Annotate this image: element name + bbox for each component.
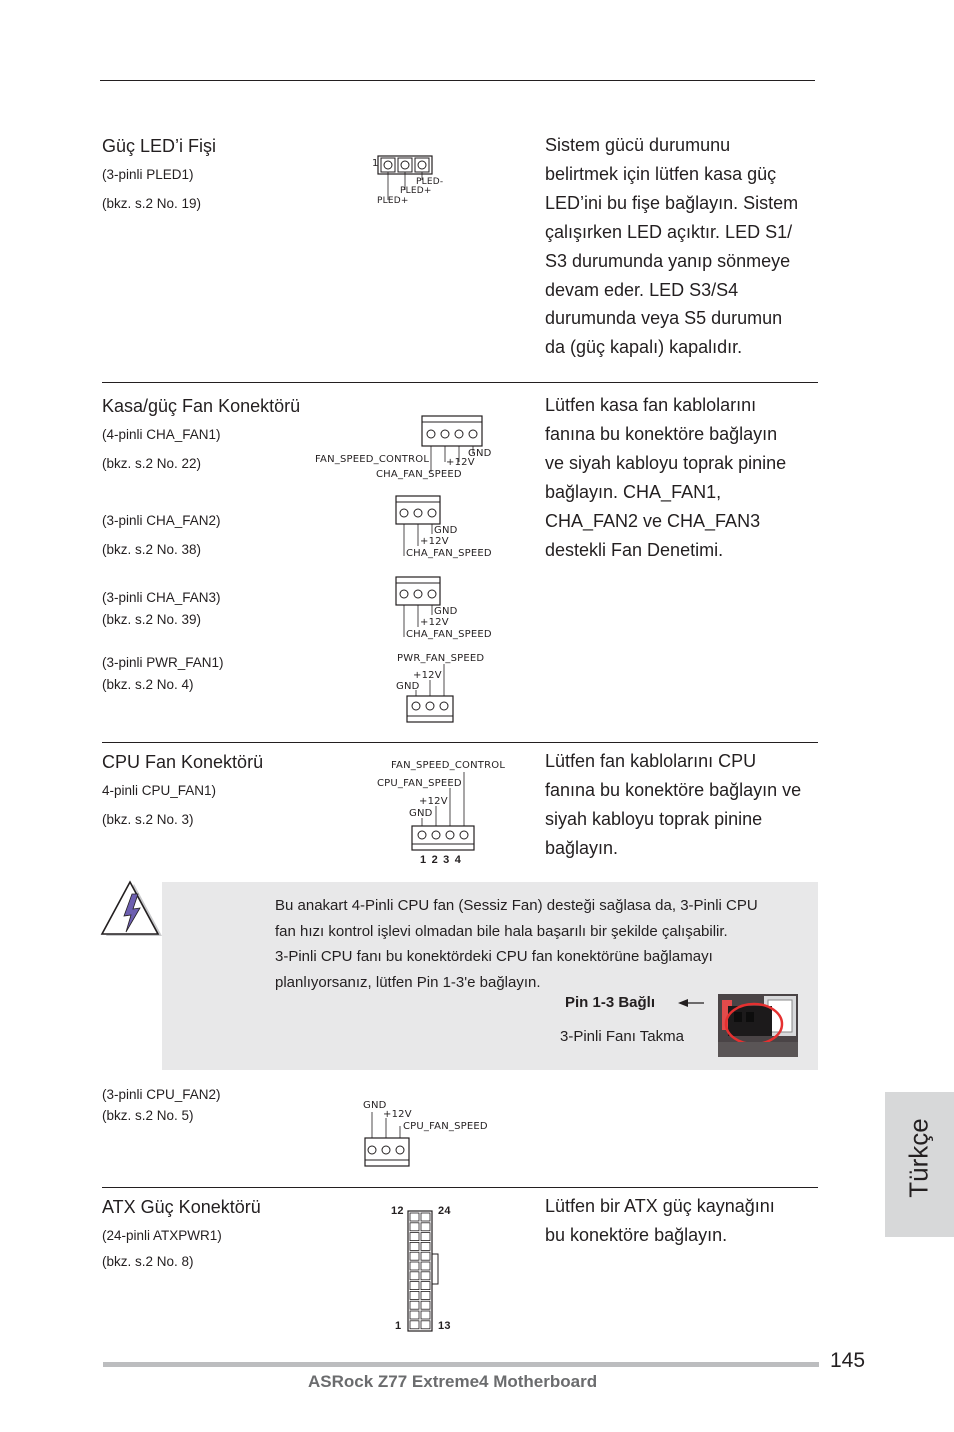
cpu-fan1-connector-diagram xyxy=(406,770,480,856)
language-side-label: Türkçe xyxy=(903,1118,934,1198)
install-3pin-fan-label: 3-Pinli Fanı Takma xyxy=(560,1028,684,1045)
atx-pin xyxy=(421,1262,430,1270)
atx-pin xyxy=(410,1321,419,1329)
cha-fan2-speed-label: CHA_FAN_SPEED xyxy=(406,548,492,559)
atx-pin-12-label: 12 xyxy=(391,1205,404,1217)
cpu-fan1-pin-numbers: 1 2 3 4 xyxy=(420,854,462,866)
cpu-fan2-connector-diagram xyxy=(362,1108,412,1170)
cpu-fan-description: Lütfen fan kablolarını CPU fanına bu konektöre bağlayın ve siyah kabloyu toprak pinine bağlayın. xyxy=(545,751,802,858)
atx-power-title: ATX Güç Konektörü xyxy=(102,1197,261,1217)
atx-pin xyxy=(410,1272,419,1280)
footer-bar xyxy=(103,1362,819,1367)
pled-plus-label-1: PLED+ xyxy=(400,186,432,196)
atx-power-page-ref: (bkz. s.2 No. 8) xyxy=(102,1254,194,1269)
pled-minus-label: PLED- xyxy=(416,177,444,187)
chassis-fan-description: Lütfen kasa fan kablolarını fanına bu konektöre bağlayın ve siyah kabloyu toprak pinine bağlayın. CHA_FAN1, CHA_FAN2 ve CHA_FAN3 destekli Fan Denetimi. xyxy=(545,395,787,560)
atx-pin-13-label: 13 xyxy=(438,1320,451,1332)
cpu-fan2-pin-count: (3-pinli CPU_FAN2) xyxy=(102,1087,221,1102)
pin-1-3-label: Pin 1-3 Bağlı xyxy=(565,994,656,1011)
atx-pin xyxy=(410,1311,419,1319)
cpu-fan1-pin-count: 4-pinli CPU_FAN1) xyxy=(102,783,217,798)
cha-fan2-12v-label: +12V xyxy=(420,536,449,547)
atx-pin xyxy=(410,1252,419,1260)
cpu-fan2-12v-label: +12V xyxy=(383,1109,412,1120)
power-led-title: Güç LED’i Fişi xyxy=(102,136,217,156)
atx-pin xyxy=(421,1242,430,1250)
cpu-fan2-speed-label: CPU_FAN_SPEED xyxy=(403,1121,488,1132)
cha-fan3-speed-label: CHA_FAN_SPEED xyxy=(406,629,492,640)
cha-fan3-pin-count: (3-pinli CHA_FAN3) xyxy=(102,590,221,605)
top-rule xyxy=(100,80,815,81)
cha-fan1-12v-label: +12V xyxy=(446,457,475,468)
cpu-fan1-12v-label: +12V xyxy=(419,796,448,807)
atx-pin xyxy=(421,1233,430,1241)
pwr-fan1-page-ref: (bkz. s.2 No. 4) xyxy=(102,677,194,692)
atx-pin xyxy=(421,1213,430,1221)
atx-pin xyxy=(421,1301,430,1309)
cha-fan3-page-ref: (bkz. s.2 No. 39) xyxy=(102,612,202,627)
cha-fan3-gnd-label: GND xyxy=(434,606,458,617)
cpu-fan-title: CPU Fan Konektörü xyxy=(102,752,264,772)
pled-pin1-label: 1 xyxy=(372,158,379,169)
pwr-fan1-speed-label: PWR_FAN_SPEED xyxy=(397,653,485,664)
cpu-fan1-page-ref: (bkz. s.2 No. 3) xyxy=(102,812,194,827)
section-divider xyxy=(102,742,818,743)
pwr-fan1-12v-label: +12V xyxy=(413,670,442,681)
atx-pin xyxy=(421,1311,430,1319)
atx-pin-24-label: 24 xyxy=(438,1205,451,1217)
page-number: 145 xyxy=(830,1349,866,1372)
atx-pin xyxy=(421,1291,430,1299)
atx-pin xyxy=(421,1282,430,1290)
cha-fan2-pin-count: (3-pinli CHA_FAN2) xyxy=(102,513,221,528)
cpu-fan1-control-label: FAN_SPEED_CONTROL xyxy=(391,760,506,771)
atx-pin xyxy=(421,1252,430,1260)
cpu-fan2-gnd-label: GND xyxy=(363,1100,387,1111)
atx-pin xyxy=(410,1242,419,1250)
atx-pin xyxy=(421,1272,430,1280)
power-led-pin-count: (3-pinli PLED1) xyxy=(102,167,194,182)
cpu-fan2-page-ref: (bkz. s.2 No. 5) xyxy=(102,1108,194,1123)
pled-plus-label-2: PLED+ xyxy=(377,196,409,206)
power-led-page-ref: (bkz. s.2 No. 19) xyxy=(102,196,202,211)
fan-connector-photo xyxy=(718,994,798,1057)
cha-fan3-12v-label: +12V xyxy=(420,617,449,628)
pwr-fan1-gnd-label: GND xyxy=(396,681,420,692)
atx-pin-1-label: 1 xyxy=(395,1320,402,1332)
cha-fan2-gnd-label: GND xyxy=(434,525,458,536)
note-text: Bu anakart 4-Pinli CPU fan (Sessiz Fan) desteği sağlasa da, 3-Pinli CPU fan hızı kontrol işlevi olmadan bile hala başarılı bir şekilde çalışabilir. 3-Pinli CPU fanı bu konektördeki CPU fan konektörüne bağlamayı planlıyorsanız, lütfen Pin 1-3'e bağlayın. xyxy=(275,897,758,991)
atx-power-description: Lütfen bir ATX güç kaynağını bu konektöre bağlayın. xyxy=(545,1196,775,1245)
atx-pin xyxy=(410,1291,419,1299)
cha-fan2-page-ref: (bkz. s.2 No. 38) xyxy=(102,542,202,557)
cpu-fan1-speed-label: CPU_FAN_SPEED xyxy=(377,778,462,789)
cha-fan1-speed-label: CHA_FAN_SPEED xyxy=(376,469,462,480)
chassis-fan-title: Kasa/güç Fan Konektörü xyxy=(102,396,301,416)
cha-fan1-control-label: FAN_SPEED_CONTROL xyxy=(315,454,430,465)
atx-pin xyxy=(421,1321,430,1329)
atx-pin xyxy=(410,1233,419,1241)
power-led-description: Sistem gücü durumunu belirtmek için lütfen kasa güç LED’ini bu fişe bağlayın. Sistem çalışırken LED açıktır. LED S1/ S3 durumunda yanıp sönmeye devam eder. LED S3/S4 durumunda veya S5 durumun da (güç kapalı) kapalıdır. xyxy=(545,135,799,358)
atx-pin xyxy=(421,1223,430,1231)
atx-pin xyxy=(410,1223,419,1231)
atx-pin xyxy=(410,1301,419,1309)
cpu-fan1-gnd-label: GND xyxy=(409,808,433,819)
footer-product-name: ASRock Z77 Extreme4 Motherboard xyxy=(308,1372,598,1391)
atx-pin xyxy=(410,1282,419,1290)
section-divider xyxy=(102,382,818,383)
pwr-fan1-connector-diagram xyxy=(404,662,458,726)
section-divider xyxy=(102,1187,818,1188)
warning-icon xyxy=(100,880,164,940)
atx-pin xyxy=(410,1262,419,1270)
cha-fan1-page-ref: (bkz. s.2 No. 22) xyxy=(102,456,202,471)
atx-power-pin-count: (24-pinli ATXPWR1) xyxy=(102,1228,222,1243)
arrow-left-icon xyxy=(676,996,706,1010)
atx-24pin-connector-diagram xyxy=(406,1210,442,1332)
pwr-fan1-pin-count: (3-pinli PWR_FAN1) xyxy=(102,655,224,670)
cha-fan1-gnd-label: GND xyxy=(468,448,492,459)
cha-fan1-pin-count: (4-pinli CHA_FAN1) xyxy=(102,427,221,442)
atx-pin xyxy=(410,1213,419,1221)
